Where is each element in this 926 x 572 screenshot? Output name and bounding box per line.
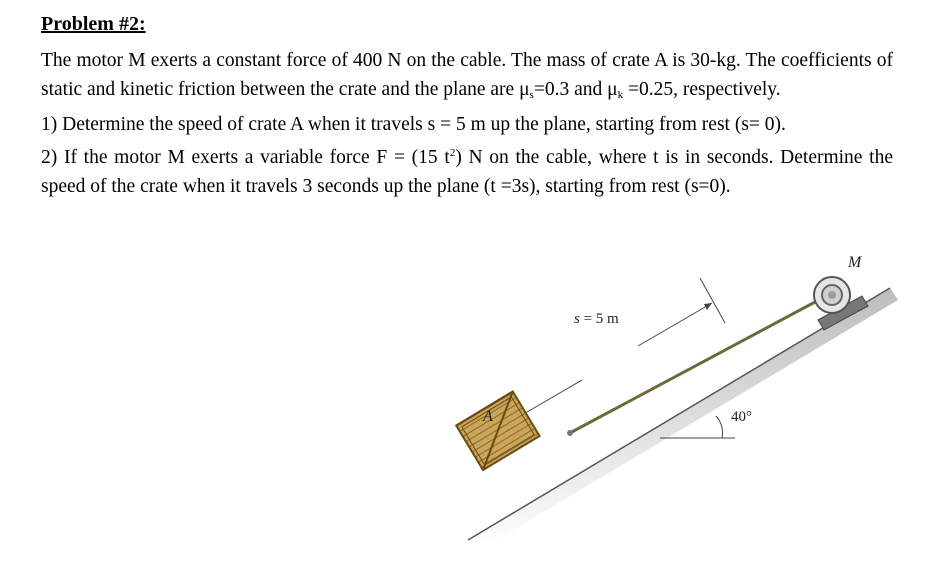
problem-document (41, 12, 893, 201)
angle-label: 40° (731, 409, 752, 425)
dimension-extension-right (700, 278, 725, 323)
mu-k-value: =0.25, respectively. (623, 79, 781, 100)
mu-s-subscript: s (529, 89, 534, 101)
problem-part-1: 1) Determine the speed of crate A when it travels s = 5 m up the plane, starting from rest (s= 0). (41, 114, 786, 135)
part2-text-b: ) N on the cable, where t is in seconds. Determine the speed of the crate when it travels 3 seconds up the plane (t =3s), starting from rest (s=0). (41, 147, 893, 197)
mu-k-subscript: k (617, 89, 624, 101)
cable-hook (567, 430, 573, 436)
distance-value: = 5 m (579, 311, 619, 327)
dimension-line-upper (638, 303, 712, 346)
distance-label (574, 311, 619, 328)
intro-text: The motor M exerts a constant force of 400 N on the cable. The mass of crate A is 30-kg. The coefficients of static and kinetic friction between the crate and the plane are (41, 50, 893, 100)
problem-part-2 (41, 139, 893, 201)
incline-surface (468, 288, 898, 550)
part2-exponent: 2 (449, 147, 456, 159)
mu-s-value: =0.3 and (533, 79, 608, 100)
dimension-line-lower (522, 380, 582, 415)
mu-s-symbol: μ (519, 79, 530, 100)
incline-figure (450, 248, 910, 568)
problem-title: Problem #2: (41, 13, 146, 35)
distance-symbol: s (574, 311, 580, 327)
problem-intro (41, 46, 893, 110)
crate-label: A (483, 408, 493, 425)
crate-a (456, 391, 539, 470)
angle-arc (716, 416, 723, 438)
motor-label: M (848, 254, 862, 271)
incline-diagram (450, 248, 910, 568)
part2-text-a: 2) If the motor M exerts a variable force F = (15 t (41, 147, 450, 168)
mu-k-symbol: μ (607, 79, 618, 100)
